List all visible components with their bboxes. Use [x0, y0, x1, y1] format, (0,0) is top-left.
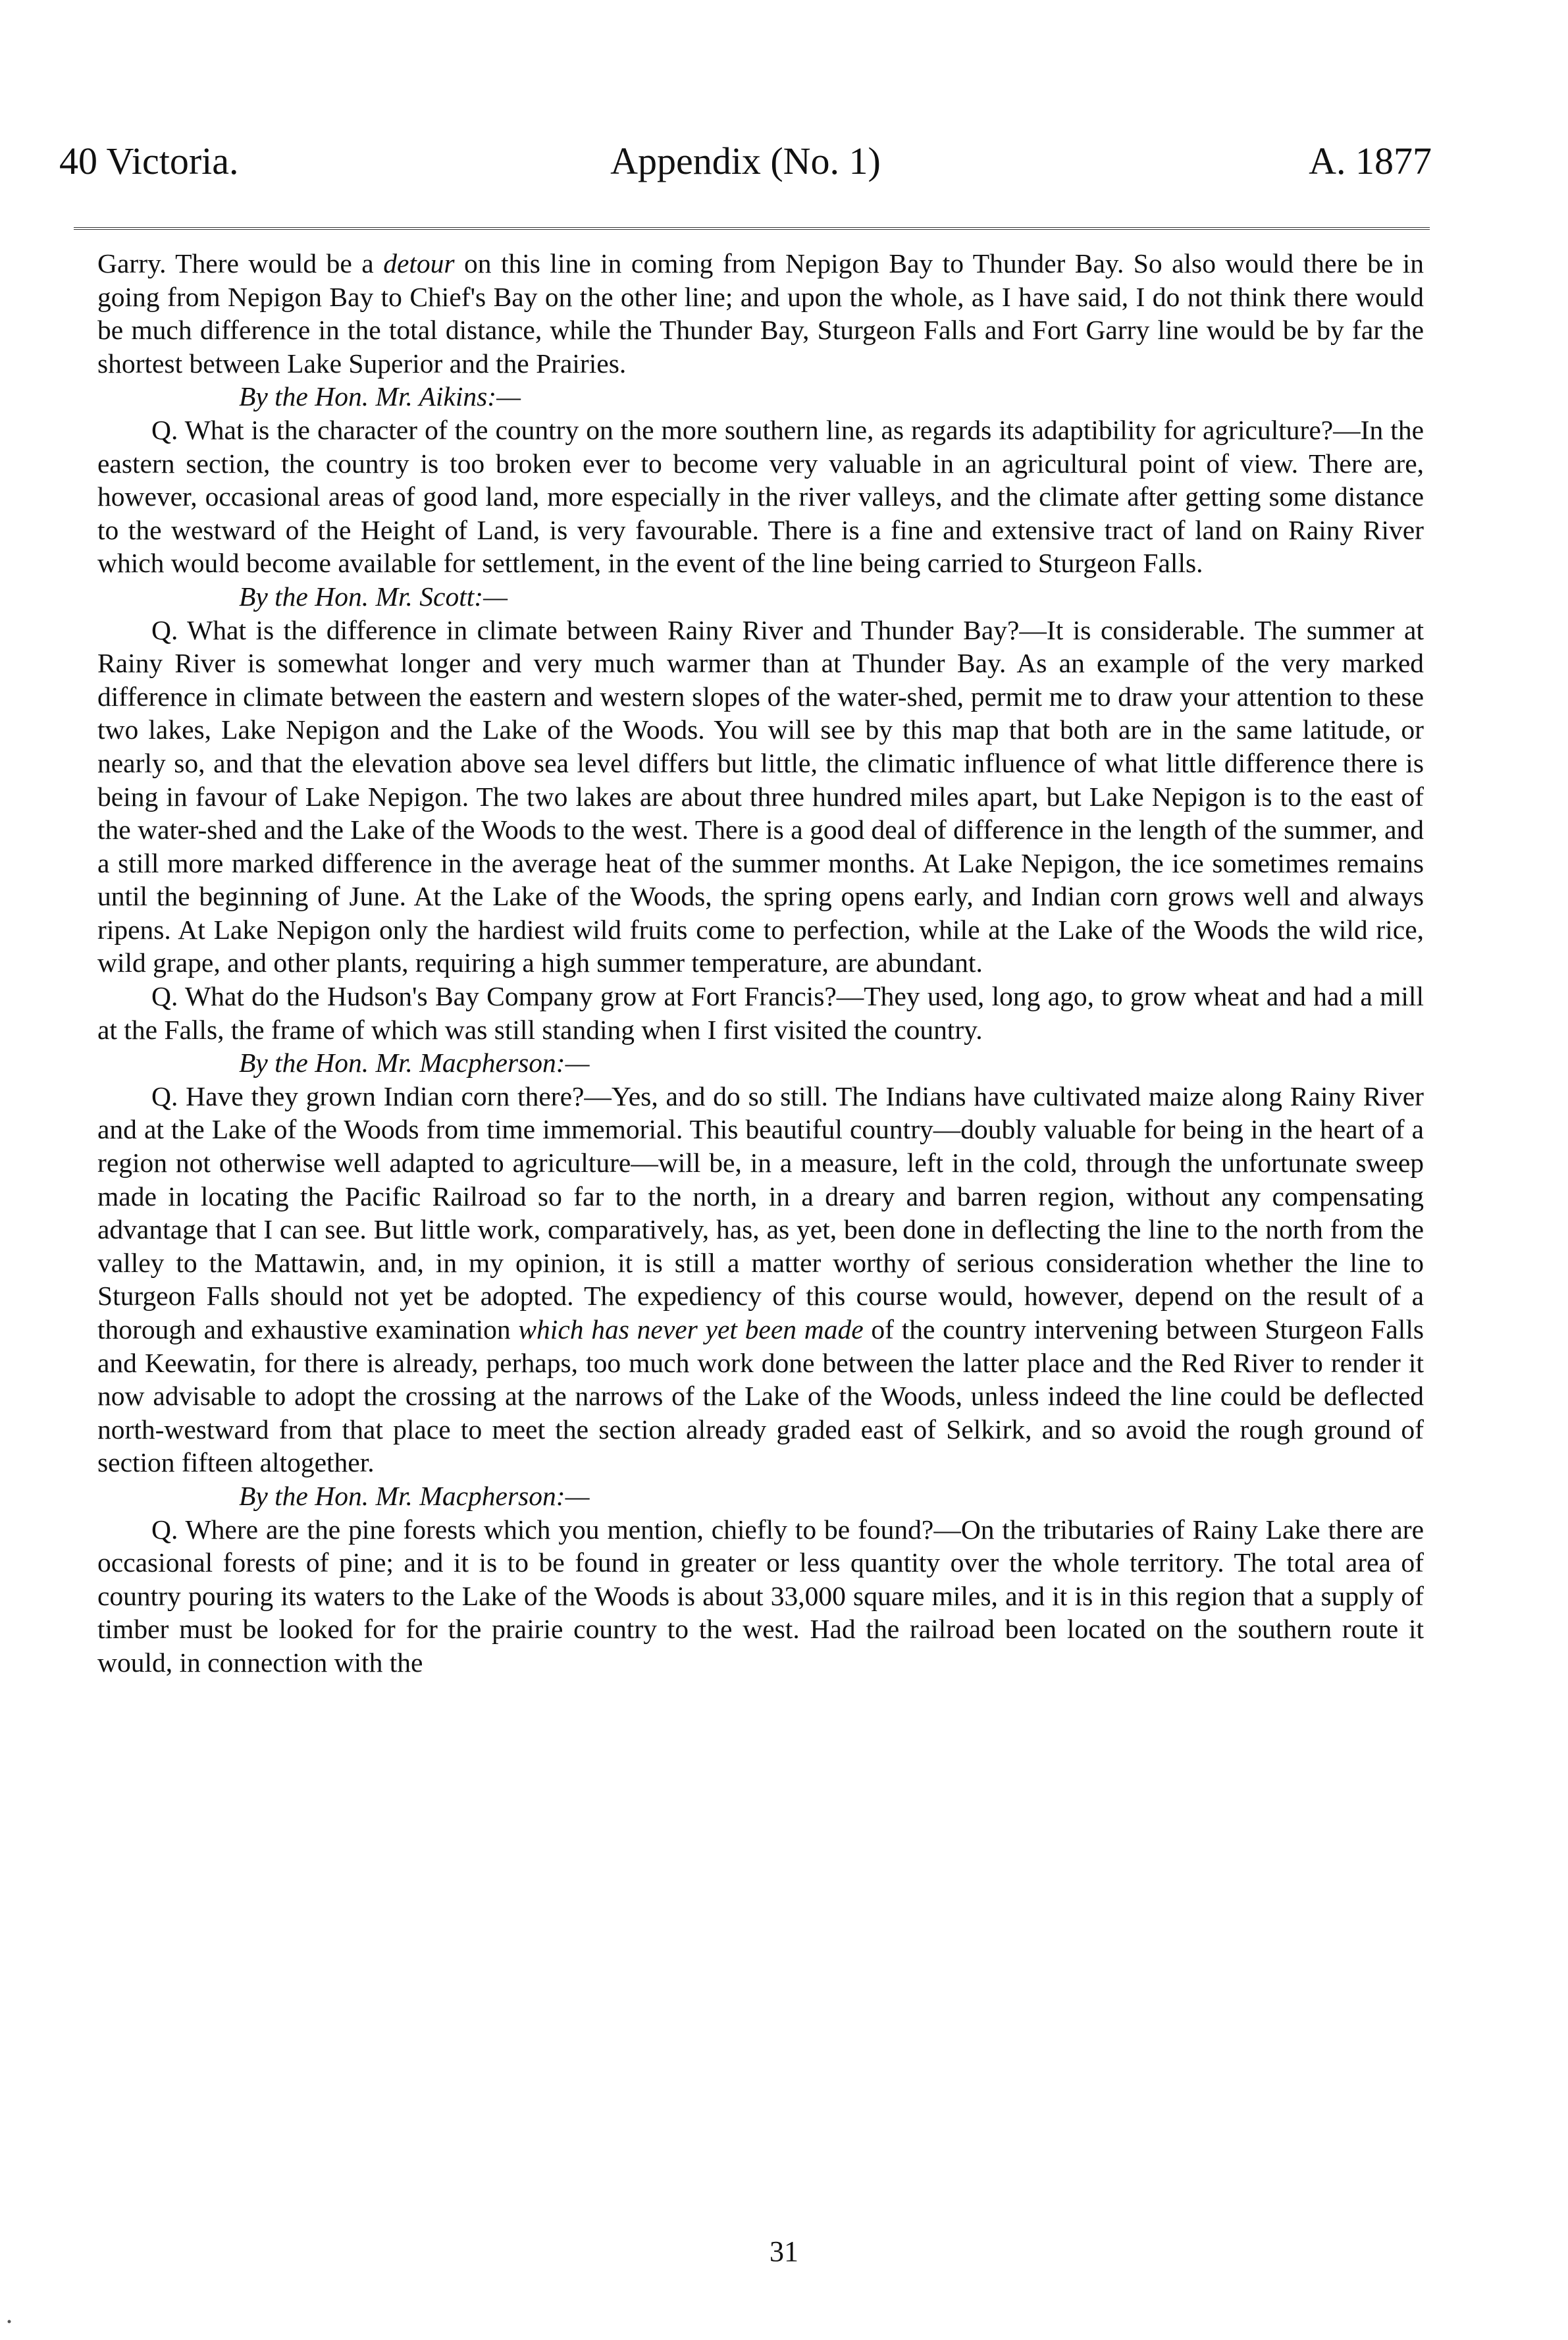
margin-dot-mark: [5, 2318, 13, 2326]
speaker-attribution: [97, 1479, 1424, 1513]
paragraph-text: Q. What is the character of the country on the more southern line, as regards its adaptibility for agriculture?—In the eastern section, the country is too broken ever to become very valuable in an agricultural point of view. There are, however, occasional areas of good land, more especially in the river valleys, and the climate after getting some distance to the westward of the Height of Land, is very favourable. There is a fine and extensive tract of land on Rainy River which would become available for settlement, in the event of the line being carried to Sturgeon Falls.: [97, 414, 1424, 579]
header-session: 40 Victoria.: [59, 140, 239, 182]
body-text: [97, 247, 1424, 1680]
question-answer-paragraph: [97, 413, 1424, 580]
question-answer-paragraph: [97, 614, 1424, 980]
header-rule: [74, 227, 1430, 230]
paragraph-text: Q. What do the Hudson's Bay Company grow at Fort Francis?—They used, long ago, to grow wheat and had a mill at the Falls, the frame of which was still standing when I first visited the country.: [97, 981, 1424, 1045]
paragraph-text: on this line in coming from Nepigon Bay to Thunder Bay. So also would there be in going from Nepigon Bay to Chief's Bay on the other line; and upon the whole, as I have said, I do not think there would be much difference in the total distance, while the Thunder Bay, Sturgeon Falls and Fort Garry line would be by far the shortest between Lake Superior and the Prairies.: [97, 248, 1424, 379]
speaker-attribution: [97, 580, 1424, 614]
paragraph-text: of the country intervening between Sturgeon Falls and Keewatin, for there is already, perhaps, too much work done between the latter place and the Red River to render it now advisable to adopt the crossing at the narrows of the Lake of the Woods, unless indeed the line could be deflected north-westward from that place to meet the section already graded east of Selkirk, and so avoid the rough ground of section fifteen altogether.: [97, 1314, 1424, 1478]
emphasized-text: detour: [383, 248, 455, 279]
paragraph-text: By the Hon. Mr. Aikins:—: [239, 381, 521, 412]
header-year: A. 1877: [1309, 140, 1432, 182]
running-header: [59, 135, 1432, 188]
paragraph-text: By the Hon. Mr. Macpherson:—: [239, 1048, 590, 1078]
question-answer-paragraph: [97, 1080, 1424, 1479]
paragraph-text: Q. Where are the pine forests which you mention, chiefly to be found?—On the tributaries of Rainy Lake there are occasional forests of pine; and it is to be found in greater or less quantity over the whole territory. The total area of country pouring its waters to the Lake of the Woods is about 33,000 square miles, and it is in this region that a supply of timber must be looked for for the prairie country to the west. Had the railroad been located on the southern route it would, in connection with the: [97, 1514, 1424, 1678]
question-answer-paragraph: [97, 980, 1424, 1046]
page-footer: [0, 2232, 1568, 2272]
continued-paragraph: [97, 247, 1424, 380]
paragraph-text: Q. Have they grown Indian corn there?—Yes, and do so still. The Indians have cultivated maize along Rainy River and at the Lake of the Woods from time immemorial. This beautiful country—doubly valuable for being in the heart of a region not otherwise well adapted to agriculture—will be, in a measure, left in the cold, through the unfortunate sweep made in locating the Pacific Railroad so far to the north, in a dreary and barren region, without any compensating advantage that I can see. But little work, comparatively, has, as yet, been done in deflecting the line to the north from the valley to the Mattawin, and, in my opinion, it is still a matter worthy of serious consideration whether the line to Sturgeon Falls should not yet be adopted. The expediency of this course would, however, depend on the result of a thorough and exhaustive examination: [97, 1080, 1424, 1344]
paragraph-text: Q. What is the difference in climate between Rainy River and Thunder Bay?—It is considerable. The summer at Rainy River is somewhat longer and very much warmer than at Thunder Bay. As an example of the very marked difference in climate between the eastern and western slopes of the water-shed, permit me to draw your attention to these two lakes, Lake Nepigon and the Lake of the Woods. You will see by this map that both are in the same latitude, or nearly so, and that the elevation above sea level differs but little, the climatic influence of what little difference there is being in favour of Lake Nepigon. The two lakes are about three hundred miles apart, but Lake Nepigon is to the east of the water-shed and the Lake of the Woods to the west. There is a good deal of difference in the length of the summer, and a still more marked difference in the average heat of the summer months. At Lake Nepigon, the ice sometimes remains until the beginning of June. At the Lake of the Woods, the spring opens early, and Indian corn grows well and always ripens. At Lake Nepigon only the hardiest wild fruits come to perfection, while at the Lake of the Woods the wild rice, wild grape, and other plants, requiring a high summer temperature, are abundant.: [97, 614, 1424, 978]
question-answer-paragraph: [97, 1513, 1424, 1680]
speaker-attribution: [97, 1046, 1424, 1080]
emphasized-text: which has never yet been made: [518, 1314, 864, 1344]
paragraph-text: Garry. There would be a: [97, 248, 384, 279]
page-number: 31: [770, 2235, 798, 2268]
paragraph-text: By the Hon. Mr. Macpherson:—: [239, 1480, 590, 1511]
speaker-attribution: [97, 380, 1424, 413]
header-appendix: Appendix (No. 1): [610, 140, 881, 182]
paragraph-text: By the Hon. Mr. Scott:—: [239, 581, 508, 612]
